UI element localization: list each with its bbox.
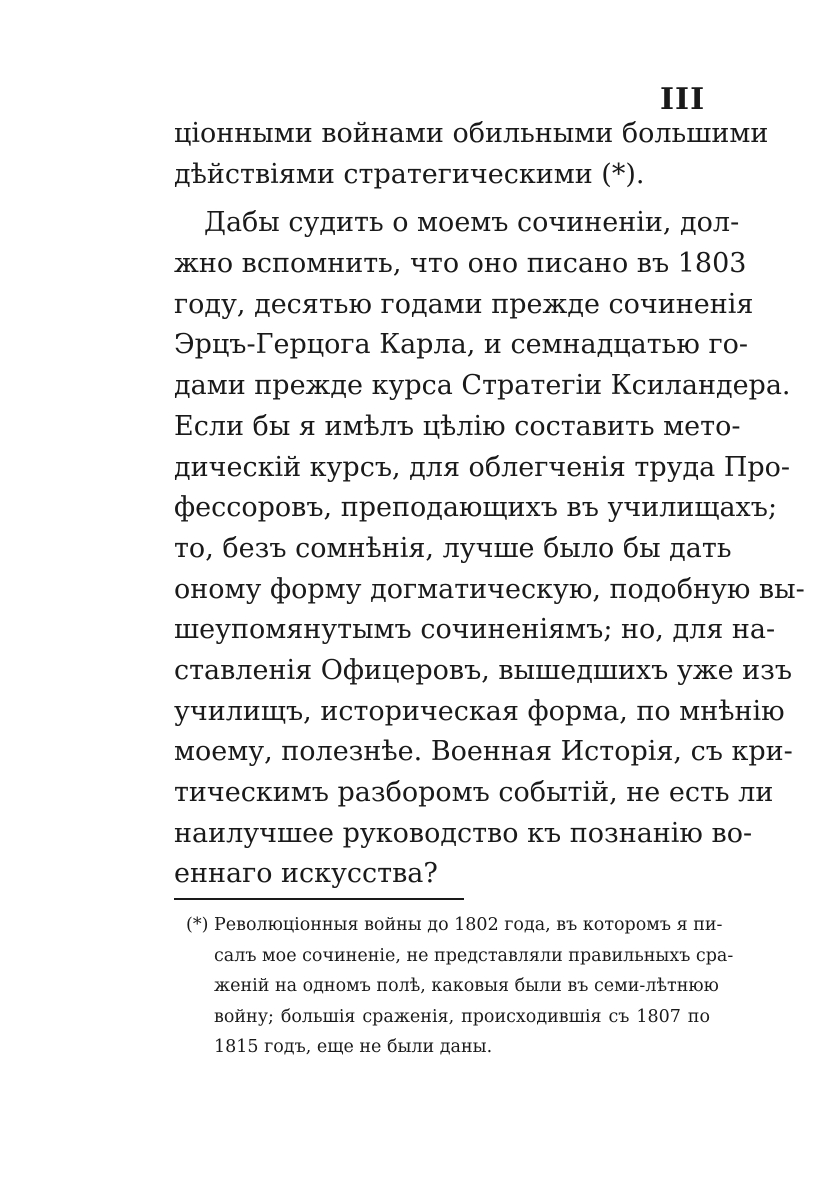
footnote-line: (*) Революціонныя войны до 1802 года, въ которомъ я пи- [186,915,723,935]
footnote-line: салъ мое сочиненіе, не представляли правильныхъ сра- [214,945,734,966]
text-line: училищъ, историческая форма, по мнѣнію [174,695,785,727]
text-line: оному форму догматическую, подобную вы- [174,573,805,605]
main-text [174,114,805,895]
text-line: дѣйствіями стратегическими (*). [174,158,645,190]
paragraph-1 [174,114,769,195]
text-line: ставленія Офицеровъ, вышедшихъ уже изъ [174,654,793,686]
footnote-line: женій на одномъ полѣ, каковыя были въ семи-лѣтнюю [214,976,719,996]
text-line: моему, полезнѣе. Военная Исторія, съ кри- [174,736,793,768]
text-line: Эрцъ-Герцога Карла, и семнадцатью го- [174,329,748,361]
text-line: наилучшее руководство къ познанію во- [174,817,753,849]
footnote-divider [174,898,464,900]
text-line: тическимъ разборомъ событій, не есть ли [174,777,774,808]
text-line: ціонными войнами обильными большими [174,118,769,149]
text-line: то, безъ сомнѣнія, лучше было бы дать [174,532,732,564]
text-line: шеупомянутымъ сочиненіямъ; но, для на- [174,614,776,646]
text-line: Дабы судить о моемъ сочиненіи, дол- [204,207,740,239]
text-line: Если бы я имѣлъ цѣлію составить мето- [174,410,741,442]
text-line: жно вспомнить, что оно писано въ 1803 [174,248,747,280]
footnote-line: войну; большія сраженія, происходившія съ 1807 по [214,1006,710,1027]
text-line: еннаго искусства? [174,858,438,890]
paragraph-gap [174,195,710,203]
paragraph-2 [174,203,805,895]
text-line: фессоровъ, преподающихъ въ училищахъ; [174,492,778,524]
footnote-line: 1815 годъ, еще не были даны. [214,1037,493,1057]
text-line: дическій курсъ, для облегченія труда Про- [174,451,791,483]
footnote [186,910,734,1063]
text-line: году, десятью годами прежде сочиненія [174,288,754,320]
page-number: III [660,82,706,117]
text-line: дами прежде курса Стратегіи Ксиландера. [174,370,791,402]
